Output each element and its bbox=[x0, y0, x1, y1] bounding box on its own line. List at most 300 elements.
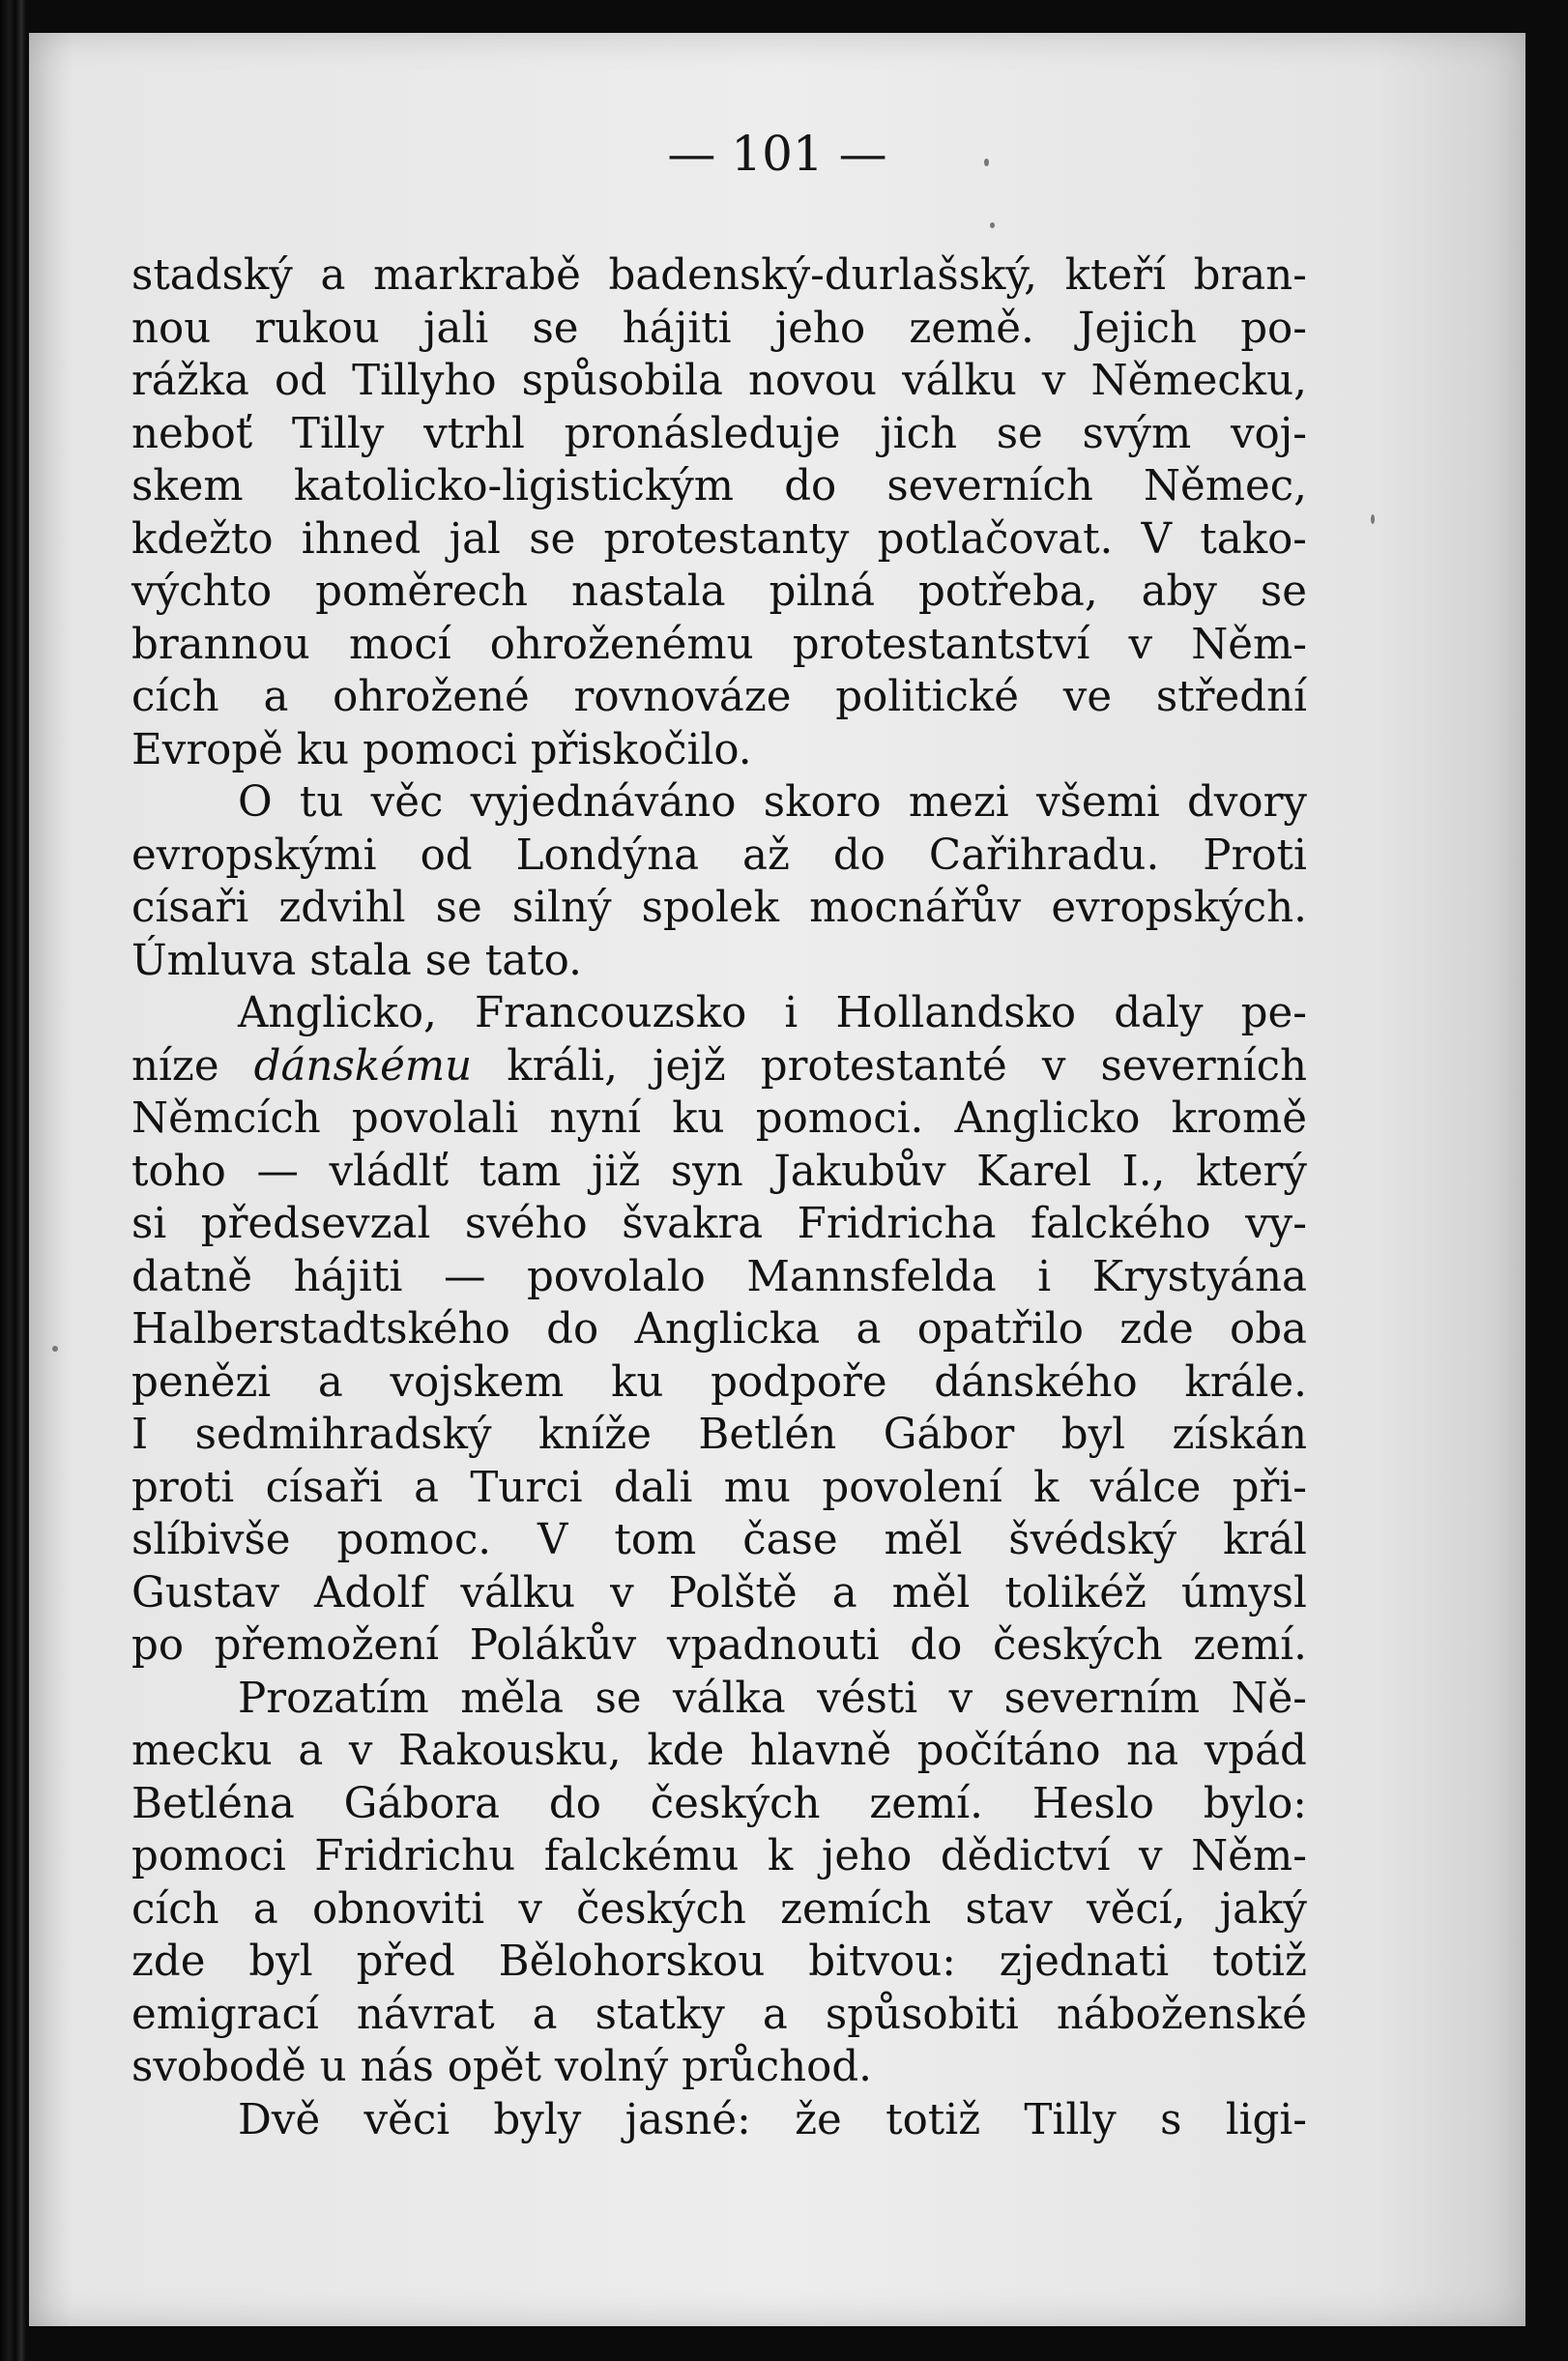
word: měl bbox=[884, 1516, 963, 1564]
word: čase bbox=[742, 1516, 838, 1564]
word: návrat bbox=[356, 1990, 495, 2039]
word: dánskému bbox=[253, 1041, 473, 1091]
word: mocnářův bbox=[809, 884, 1022, 932]
word: Německu, bbox=[1090, 357, 1307, 405]
word: Betlén bbox=[698, 1411, 837, 1459]
word: rukou bbox=[254, 304, 380, 353]
word: poměrech bbox=[315, 568, 529, 616]
word: a bbox=[532, 1990, 558, 2039]
word: po bbox=[131, 1621, 185, 1670]
word: syn bbox=[670, 1147, 743, 1196]
text-line bbox=[131, 1778, 1307, 1831]
word: statky bbox=[595, 1990, 725, 2039]
word: a bbox=[252, 1884, 278, 1934]
text-line bbox=[131, 619, 1307, 672]
word: níze bbox=[131, 1041, 219, 1091]
word: průchod. bbox=[682, 2043, 873, 2091]
word: zde bbox=[1119, 1305, 1194, 1354]
text-line bbox=[131, 1989, 1307, 2042]
word: jali bbox=[423, 304, 489, 353]
word: se bbox=[532, 304, 579, 353]
word: Bělohorskou bbox=[498, 1938, 766, 1986]
word: pomoci bbox=[363, 725, 517, 774]
word: Anglicko bbox=[954, 1094, 1141, 1143]
word: všemi bbox=[1035, 778, 1160, 827]
word: válku bbox=[902, 357, 1017, 405]
word: hájiti bbox=[293, 1252, 403, 1301]
word: stav bbox=[965, 1884, 1053, 1934]
word: aby bbox=[1141, 568, 1217, 616]
word: Něm- bbox=[1191, 620, 1307, 669]
word: již bbox=[591, 1147, 641, 1196]
word: válka bbox=[672, 1674, 786, 1723]
word: vpád bbox=[1204, 1727, 1307, 1775]
word: vésti bbox=[817, 1674, 918, 1723]
text-line bbox=[131, 1198, 1307, 1251]
text-line bbox=[131, 1567, 1307, 1620]
word: přemožení bbox=[214, 1621, 440, 1670]
word: rovnováze bbox=[573, 673, 792, 721]
text-line bbox=[131, 1725, 1307, 1778]
word: skem bbox=[131, 462, 244, 510]
word: Proti bbox=[1203, 831, 1307, 880]
word: v bbox=[610, 1568, 634, 1618]
word: přiskočilo. bbox=[530, 725, 752, 774]
word: V bbox=[1141, 514, 1173, 564]
word: získán bbox=[1172, 1411, 1307, 1459]
word: severních bbox=[886, 462, 1093, 510]
word: evropských. bbox=[1051, 884, 1307, 932]
text-line bbox=[131, 249, 1307, 303]
page-number: — 101 — bbox=[667, 126, 887, 182]
word: Polákův bbox=[469, 1621, 637, 1670]
word: se bbox=[1260, 568, 1307, 616]
word: totiž bbox=[886, 2095, 981, 2144]
word: zemí. bbox=[1193, 1621, 1307, 1670]
word: Krystyána bbox=[1091, 1252, 1307, 1301]
word: zemích bbox=[780, 1884, 932, 1934]
word: nyní bbox=[549, 1094, 642, 1143]
word: do bbox=[546, 1305, 599, 1354]
word: hlavně bbox=[749, 1727, 892, 1775]
word: kdežto bbox=[131, 514, 274, 564]
word: Tilly bbox=[292, 409, 385, 458]
word: Gábora bbox=[343, 1779, 501, 1828]
word: Němcích bbox=[131, 1094, 321, 1143]
word: opět bbox=[447, 2043, 542, 2091]
word: českých bbox=[992, 1621, 1163, 1670]
word: císaři bbox=[265, 1463, 383, 1512]
word: Fridrichu bbox=[314, 1832, 516, 1880]
text-line bbox=[131, 1936, 1307, 1989]
text-line bbox=[131, 460, 1307, 513]
word: tom bbox=[614, 1516, 697, 1564]
word: kníže bbox=[538, 1411, 652, 1459]
word: náboženské bbox=[1056, 1990, 1307, 2039]
text-line bbox=[131, 1356, 1307, 1410]
word: se bbox=[435, 884, 482, 932]
word: ligi- bbox=[1225, 2095, 1307, 2144]
word: do bbox=[784, 462, 837, 510]
text-line bbox=[131, 408, 1307, 461]
word: silný bbox=[511, 884, 612, 932]
word: Rakousku, bbox=[397, 1727, 622, 1775]
word: dánského bbox=[934, 1357, 1138, 1407]
word: jich bbox=[880, 409, 957, 458]
word: katolicko-ligistickým bbox=[293, 462, 735, 510]
word: se bbox=[996, 409, 1043, 458]
word: v bbox=[1041, 1041, 1066, 1091]
print-speck bbox=[52, 1346, 58, 1352]
word: že bbox=[795, 2095, 842, 2144]
word: severních bbox=[1100, 1041, 1307, 1091]
word: mezi bbox=[908, 778, 1009, 827]
word: daly bbox=[1114, 989, 1204, 1037]
word: a bbox=[414, 1463, 440, 1512]
text-line bbox=[131, 1251, 1307, 1304]
word: Adolf bbox=[314, 1568, 426, 1618]
word: počítáno bbox=[916, 1727, 1101, 1775]
word: bylo: bbox=[1203, 1779, 1307, 1828]
word: Dvě bbox=[238, 2095, 321, 2144]
text-line bbox=[131, 355, 1307, 408]
print-speck bbox=[990, 222, 995, 228]
word: i bbox=[784, 989, 799, 1037]
word: se bbox=[424, 936, 472, 985]
word: byly bbox=[493, 2095, 582, 2144]
word: — bbox=[443, 1252, 486, 1301]
word: tato. bbox=[484, 936, 582, 985]
word: jaký bbox=[1219, 1884, 1307, 1934]
text-line bbox=[131, 724, 1307, 777]
text-line bbox=[131, 1514, 1307, 1567]
word: vtrhl bbox=[423, 409, 525, 458]
word: Karel bbox=[976, 1147, 1091, 1196]
word: věc bbox=[370, 778, 444, 827]
word: jeho bbox=[774, 304, 866, 353]
word: pomoci. bbox=[755, 1094, 924, 1143]
word: dvory bbox=[1187, 778, 1307, 827]
word: severním bbox=[1003, 1674, 1200, 1723]
word: do bbox=[910, 1621, 963, 1670]
word: král bbox=[1222, 1516, 1307, 1564]
word: datně bbox=[131, 1252, 253, 1301]
word: povolení bbox=[822, 1463, 1002, 1512]
word: zde bbox=[131, 1938, 206, 1986]
word: emigrací bbox=[131, 1990, 319, 2039]
word: nás bbox=[360, 2043, 434, 2091]
word: vojskem bbox=[390, 1357, 565, 1407]
word: Němec, bbox=[1143, 462, 1307, 510]
word: — bbox=[256, 1147, 299, 1196]
word: králi, bbox=[507, 1041, 618, 1091]
word: nou bbox=[131, 304, 212, 353]
word: i bbox=[1037, 1252, 1052, 1301]
word: slíbivše bbox=[131, 1516, 291, 1564]
scan-edge bbox=[0, 0, 25, 2361]
word: bran- bbox=[1193, 251, 1307, 300]
word: proti bbox=[131, 1463, 235, 1512]
word: I bbox=[131, 1411, 149, 1459]
word: ihned bbox=[301, 514, 421, 564]
word: svého bbox=[464, 1200, 588, 1248]
word: O bbox=[238, 778, 273, 827]
word: oba bbox=[1230, 1305, 1307, 1354]
word: Fridricha bbox=[797, 1200, 997, 1248]
word: s bbox=[1160, 2095, 1182, 2144]
word: úmysl bbox=[1180, 1568, 1307, 1618]
text-line bbox=[131, 1462, 1307, 1515]
word: toho bbox=[131, 1147, 226, 1196]
word: do bbox=[832, 831, 886, 880]
word: stadský bbox=[131, 251, 293, 300]
word: Ně- bbox=[1231, 1674, 1307, 1723]
word: který bbox=[1195, 1147, 1307, 1196]
text-line bbox=[131, 882, 1307, 935]
word: protestantství bbox=[792, 620, 1090, 669]
word: totiž bbox=[1211, 1938, 1307, 1986]
text-line bbox=[131, 935, 1307, 988]
word: cích bbox=[131, 673, 219, 721]
word: v bbox=[518, 1884, 542, 1934]
word: Tillyho bbox=[352, 357, 497, 405]
word: Tilly bbox=[1024, 2095, 1117, 2144]
word: tu bbox=[299, 778, 344, 827]
word: kromě bbox=[1171, 1094, 1307, 1143]
word: Betléna bbox=[131, 1779, 295, 1828]
word: od bbox=[420, 831, 473, 880]
word: povolalo bbox=[527, 1252, 706, 1301]
word: neboť bbox=[131, 409, 253, 458]
word: země. bbox=[909, 304, 1034, 353]
word: voj- bbox=[1230, 409, 1307, 458]
word: věci bbox=[363, 2095, 450, 2144]
text-line bbox=[131, 1146, 1307, 1199]
word: střední bbox=[1155, 673, 1307, 721]
word: jejž bbox=[653, 1041, 726, 1091]
word: Halberstadtského bbox=[131, 1305, 510, 1354]
word: Polště bbox=[668, 1568, 798, 1618]
word: věcí, bbox=[1087, 1884, 1186, 1934]
word: dali bbox=[613, 1463, 693, 1512]
word: Něm- bbox=[1191, 1832, 1307, 1880]
word: zdvihl bbox=[278, 884, 406, 932]
word: v bbox=[348, 1727, 373, 1775]
word: mocí bbox=[348, 620, 451, 669]
word: volný bbox=[554, 2043, 669, 2091]
word: tolikéž bbox=[1004, 1568, 1147, 1618]
word: podpoře bbox=[711, 1357, 887, 1407]
book-page bbox=[29, 33, 1525, 2326]
word: Jejich bbox=[1078, 304, 1197, 353]
text-line bbox=[131, 1830, 1307, 1883]
word: potlačovat. bbox=[877, 514, 1114, 564]
word: císaři bbox=[131, 884, 249, 932]
word: Gustav bbox=[131, 1568, 280, 1618]
word: českých bbox=[576, 1884, 746, 1934]
word: zemí. bbox=[869, 1779, 984, 1828]
word: českých bbox=[650, 1779, 821, 1828]
word: Jakubův bbox=[773, 1147, 946, 1196]
word: rážka bbox=[131, 357, 249, 405]
word: obnoviti bbox=[312, 1884, 485, 1934]
word: a bbox=[856, 1305, 882, 1354]
word: mu bbox=[723, 1463, 792, 1512]
word: v bbox=[948, 1674, 973, 1723]
word: protestanty bbox=[603, 514, 850, 564]
word: stala bbox=[309, 936, 412, 985]
word: Anglicko, bbox=[238, 989, 437, 1037]
word: měla bbox=[460, 1674, 565, 1723]
text-line bbox=[131, 1883, 1307, 1937]
word: a bbox=[298, 1727, 324, 1775]
word: opatřilo bbox=[916, 1305, 1084, 1354]
word: spůsobiti bbox=[825, 1990, 1019, 2039]
word: povolali bbox=[351, 1094, 519, 1143]
word: hájiti bbox=[622, 304, 732, 353]
word: vyjednáváno bbox=[470, 778, 737, 827]
word: potřeba, bbox=[918, 568, 1098, 616]
text-line bbox=[131, 1040, 1307, 1093]
word: Heslo bbox=[1031, 1779, 1154, 1828]
word: krále. bbox=[1184, 1357, 1307, 1407]
word: ohroženému bbox=[489, 620, 754, 669]
word: Turci bbox=[470, 1463, 583, 1512]
word: předsevzal bbox=[200, 1200, 431, 1248]
word: jeho bbox=[821, 1832, 913, 1880]
word: vládlť bbox=[329, 1147, 450, 1196]
word: novou bbox=[748, 357, 878, 405]
text-line bbox=[131, 776, 1307, 830]
word: spůsobila bbox=[521, 357, 723, 405]
word: politické bbox=[835, 673, 1019, 721]
word: pomoci bbox=[131, 1832, 286, 1880]
word: cích bbox=[131, 1884, 219, 1934]
word: falckému bbox=[543, 1832, 740, 1880]
word: výchto bbox=[131, 568, 273, 616]
word: a bbox=[263, 673, 289, 721]
word: válce bbox=[1089, 1463, 1202, 1512]
print-speck bbox=[984, 159, 989, 166]
word: vy- bbox=[1245, 1200, 1307, 1248]
text-line bbox=[131, 671, 1307, 724]
text-line bbox=[131, 303, 1307, 356]
word: markrabě bbox=[373, 251, 581, 300]
word: byl bbox=[1060, 1411, 1126, 1459]
word: a bbox=[320, 251, 346, 300]
word: vpadnouti bbox=[666, 1621, 880, 1670]
word: před bbox=[356, 1938, 455, 1986]
word: ku bbox=[672, 1094, 725, 1143]
word: bitvou: bbox=[808, 1938, 956, 1986]
word: spolek bbox=[641, 884, 780, 932]
word: si bbox=[131, 1200, 167, 1248]
word: do bbox=[548, 1779, 601, 1828]
word: k bbox=[1033, 1463, 1060, 1512]
word: na bbox=[1126, 1727, 1179, 1775]
word: měl bbox=[891, 1568, 971, 1618]
word: Londýna bbox=[515, 831, 700, 880]
text-line bbox=[131, 513, 1307, 567]
word: ku bbox=[611, 1357, 664, 1407]
word: po- bbox=[1240, 304, 1307, 353]
word: pilná bbox=[769, 568, 876, 616]
word: mecku bbox=[131, 1727, 273, 1775]
word: svým bbox=[1082, 409, 1192, 458]
text-line bbox=[131, 830, 1307, 883]
text-line bbox=[131, 566, 1307, 619]
text-line bbox=[131, 1303, 1307, 1356]
word: kteří bbox=[1064, 251, 1166, 300]
word: se bbox=[529, 514, 576, 564]
text-line bbox=[131, 2094, 1307, 2147]
text-line bbox=[131, 1673, 1307, 1726]
text-line bbox=[131, 987, 1307, 1040]
print-speck bbox=[1371, 514, 1375, 524]
word: byl bbox=[248, 1938, 313, 1986]
word: válku bbox=[460, 1568, 576, 1618]
word: protestanté bbox=[760, 1041, 1007, 1091]
word: Prozatím bbox=[238, 1674, 429, 1723]
word: evropskými bbox=[131, 831, 377, 880]
body-text bbox=[131, 249, 1307, 2146]
word: v bbox=[1128, 620, 1153, 669]
word: až bbox=[742, 831, 790, 880]
word: Gábor bbox=[883, 1411, 1015, 1459]
word: nastala bbox=[571, 568, 726, 616]
text-line bbox=[131, 1093, 1307, 1146]
word: Úmluva bbox=[131, 936, 297, 985]
word: jasné: bbox=[624, 2095, 751, 2144]
text-line bbox=[131, 1409, 1307, 1462]
word: Cařihradu. bbox=[928, 831, 1160, 880]
text-line bbox=[131, 2041, 1307, 2094]
word: se bbox=[595, 1674, 642, 1723]
word: při- bbox=[1232, 1463, 1307, 1512]
word: a bbox=[762, 1990, 788, 2039]
word: švakra bbox=[622, 1200, 764, 1248]
word: u bbox=[319, 2043, 347, 2091]
word: pe- bbox=[1240, 989, 1307, 1037]
word: I., bbox=[1121, 1147, 1166, 1196]
word: ve bbox=[1062, 673, 1113, 721]
word: dědictví bbox=[940, 1832, 1111, 1880]
word: pronásleduje bbox=[564, 409, 841, 458]
word: zjednati bbox=[999, 1938, 1170, 1986]
word: Anglicka bbox=[634, 1305, 821, 1354]
word: penězi bbox=[131, 1357, 272, 1407]
word: Francouzsko bbox=[474, 989, 747, 1037]
word: Mannsfelda bbox=[746, 1252, 997, 1301]
word: v bbox=[1139, 1832, 1163, 1880]
word: pomoc. bbox=[336, 1516, 492, 1564]
word: od bbox=[275, 357, 328, 405]
word: badenský-durlašský, bbox=[608, 251, 1037, 300]
word: kde bbox=[647, 1727, 725, 1775]
word: švédský bbox=[1008, 1516, 1177, 1564]
word: sedmihradský bbox=[194, 1411, 492, 1459]
word: Evropě bbox=[131, 725, 283, 774]
text-line bbox=[131, 1619, 1307, 1673]
word: tako- bbox=[1200, 514, 1307, 564]
word: v bbox=[1041, 357, 1066, 405]
word: tam bbox=[479, 1147, 562, 1196]
word: falckého bbox=[1030, 1200, 1211, 1248]
word: svobodě bbox=[131, 2043, 306, 2091]
word: jal bbox=[449, 514, 501, 564]
word: k bbox=[767, 1832, 794, 1880]
word: ku bbox=[296, 725, 350, 774]
